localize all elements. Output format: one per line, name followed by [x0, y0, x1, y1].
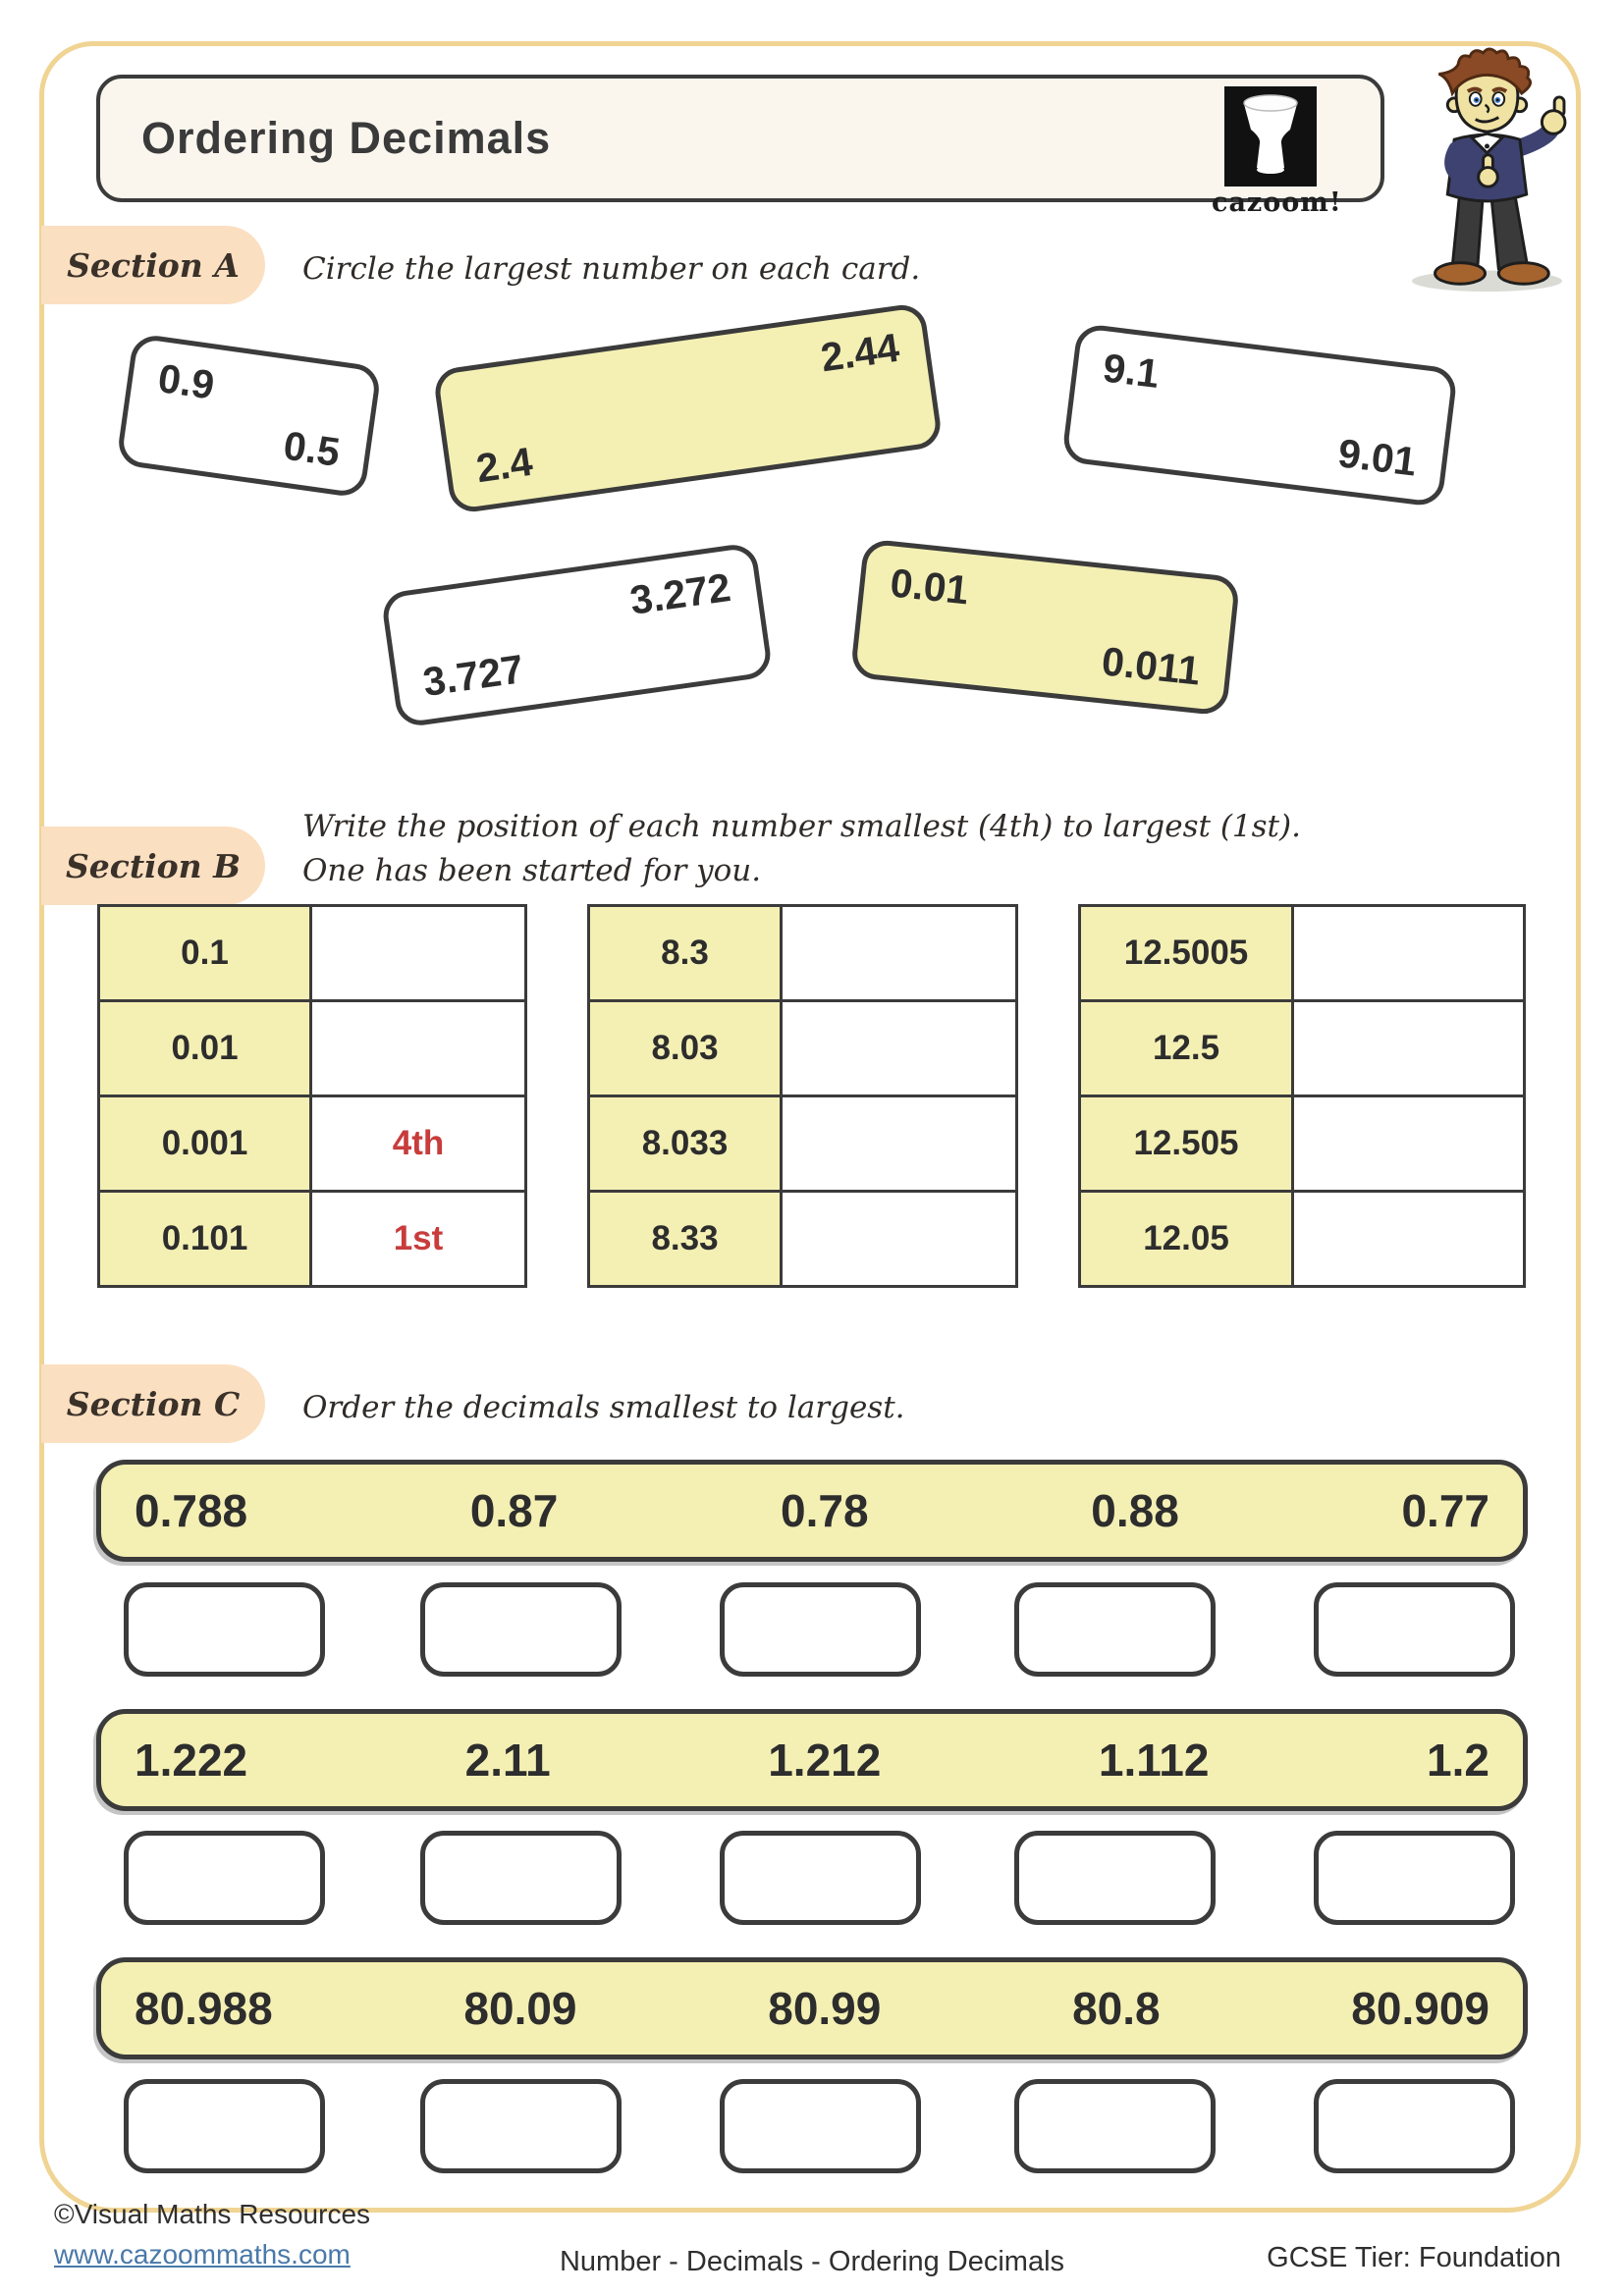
card-number[interactable]: 0.9 — [155, 355, 218, 408]
decimal-strip — [96, 1709, 1528, 1811]
website-link[interactable]: www.cazoommaths.com — [54, 2239, 351, 2269]
table-row — [99, 906, 526, 1001]
answer-box-row — [0, 2079, 1624, 2173]
cazoom-logo — [1212, 86, 1342, 218]
instruction-line-2: One has been started for you. — [302, 853, 762, 888]
number-cell: 0.101 — [99, 1192, 311, 1287]
table-row — [1080, 1192, 1525, 1287]
section-c-label: Section C — [66, 1384, 241, 1423]
answer-cell[interactable] — [1293, 1001, 1525, 1096]
answer-cell[interactable] — [311, 906, 526, 1001]
card-number[interactable]: 0.011 — [1099, 638, 1203, 694]
table-row — [589, 1096, 1017, 1192]
number-cell: 8.33 — [589, 1192, 782, 1287]
decimal-strip — [96, 1957, 1528, 2059]
page-title: Ordering Decimals — [141, 113, 552, 163]
number-cell: 8.033 — [589, 1096, 782, 1192]
answer-box-row — [0, 1582, 1624, 1677]
answer-box[interactable] — [720, 1831, 921, 1925]
cazoom-mascot-boy — [1386, 45, 1588, 300]
answer-box[interactable] — [420, 2079, 622, 2173]
copyright-text: ©Visual Maths Resources — [54, 2199, 371, 2229]
strip-number: 0.77 — [1401, 1485, 1489, 1536]
number-cell: 12.505 — [1080, 1096, 1293, 1192]
number-cell: 12.5 — [1080, 1001, 1293, 1096]
answer-box[interactable] — [420, 1831, 622, 1925]
table-row — [99, 1096, 526, 1192]
ordering-table-3 — [1078, 904, 1526, 1288]
instruction-line-1: Write the position of each number smallest (4th) to largest (1st). — [302, 809, 1301, 844]
table-row — [1080, 906, 1525, 1001]
section-a-instruction: Circle the largest number on each card. — [302, 251, 921, 287]
strip-number: 1.212 — [768, 1735, 882, 1786]
number-cell: 0.01 — [99, 1001, 311, 1096]
section-a-label: Section A — [67, 245, 240, 285]
answer-cell[interactable]: 1st — [311, 1192, 526, 1287]
answer-cell[interactable] — [1293, 1192, 1525, 1287]
strip-number: 1.112 — [1098, 1735, 1210, 1786]
strip-number: 0.88 — [1091, 1485, 1179, 1536]
decimal-strip — [96, 1460, 1528, 1562]
answer-cell[interactable] — [1293, 1096, 1525, 1192]
card-number[interactable]: 0.5 — [281, 422, 343, 475]
strip-number: 1.222 — [135, 1735, 248, 1786]
strip-number: 80.99 — [768, 1983, 882, 2034]
card-number[interactable]: 0.01 — [888, 560, 971, 614]
section-a-badge — [41, 226, 265, 304]
answer-cell[interactable] — [1293, 906, 1525, 1001]
number-cell: 12.5005 — [1080, 906, 1293, 1001]
strip-number: 0.78 — [781, 1485, 869, 1536]
table-row — [1080, 1096, 1525, 1192]
card-number[interactable]: 2.44 — [818, 324, 902, 381]
answer-cell[interactable] — [782, 1096, 1017, 1192]
card-number[interactable]: 9.1 — [1100, 345, 1163, 398]
table-row — [589, 1192, 1017, 1287]
section-b-label: Section B — [65, 846, 242, 885]
answer-box[interactable] — [720, 2079, 921, 2173]
card-number[interactable]: 2.4 — [473, 438, 536, 492]
table-row — [99, 1001, 526, 1096]
answer-box[interactable] — [1314, 1831, 1515, 1925]
number-cell: 12.05 — [1080, 1192, 1293, 1287]
worksheet-topic: Number - Decimals - Ordering Decimals — [559, 2246, 1065, 2277]
card-number[interactable]: 3.272 — [626, 564, 733, 623]
answer-box[interactable] — [720, 1582, 921, 1677]
answer-box[interactable] — [1014, 1831, 1216, 1925]
ordering-table-1 — [97, 904, 527, 1288]
title-box — [96, 75, 1384, 218]
ordering-table-2 — [587, 904, 1018, 1288]
strip-number: 0.87 — [469, 1485, 559, 1536]
strip-number: 0.788 — [135, 1485, 248, 1536]
table-row — [1080, 1001, 1525, 1096]
answer-box[interactable] — [124, 2079, 325, 2173]
answer-box[interactable] — [124, 1831, 325, 1925]
gcse-tier-label: GCSE Tier: Foundation — [1267, 2242, 1561, 2273]
section-c-badge — [41, 1364, 265, 1443]
answer-cell[interactable] — [782, 906, 1017, 1001]
strip-number: 2.11 — [464, 1735, 551, 1786]
answer-cell[interactable] — [782, 1192, 1017, 1287]
answer-box[interactable] — [124, 1582, 325, 1677]
number-cell: 8.03 — [589, 1001, 782, 1096]
answer-box-row — [0, 1831, 1624, 1925]
answer-box[interactable] — [420, 1582, 622, 1677]
strip-number: 80.988 — [135, 1983, 273, 2034]
answer-box[interactable] — [1014, 1582, 1216, 1677]
section-b-instruction — [302, 805, 1301, 893]
strip-number: 80.909 — [1351, 1983, 1489, 2034]
number-cell: 0.001 — [99, 1096, 311, 1192]
section-c-instruction: Order the decimals smallest to largest. — [302, 1390, 905, 1425]
card-number[interactable]: 9.01 — [1335, 430, 1420, 485]
table-row — [99, 1192, 526, 1287]
table-row — [589, 1001, 1017, 1096]
strip-number: 1.2 — [1427, 1735, 1489, 1786]
number-cell: 8.3 — [589, 906, 782, 1001]
answer-box[interactable] — [1314, 2079, 1515, 2173]
answer-cell[interactable] — [311, 1001, 526, 1096]
table-row — [589, 906, 1017, 1001]
answer-box[interactable] — [1014, 2079, 1216, 2173]
logo-wordmark: cazoom! — [1212, 187, 1342, 218]
answer-cell[interactable] — [782, 1001, 1017, 1096]
section-b-badge — [41, 827, 265, 905]
answer-box[interactable] — [1314, 1582, 1515, 1677]
card-number[interactable]: 3.727 — [419, 646, 527, 705]
number-cell: 0.1 — [99, 906, 311, 1001]
strip-number: 80.8 — [1072, 1983, 1161, 2034]
strip-number: 80.09 — [463, 1983, 577, 2034]
answer-cell[interactable]: 4th — [311, 1096, 526, 1192]
